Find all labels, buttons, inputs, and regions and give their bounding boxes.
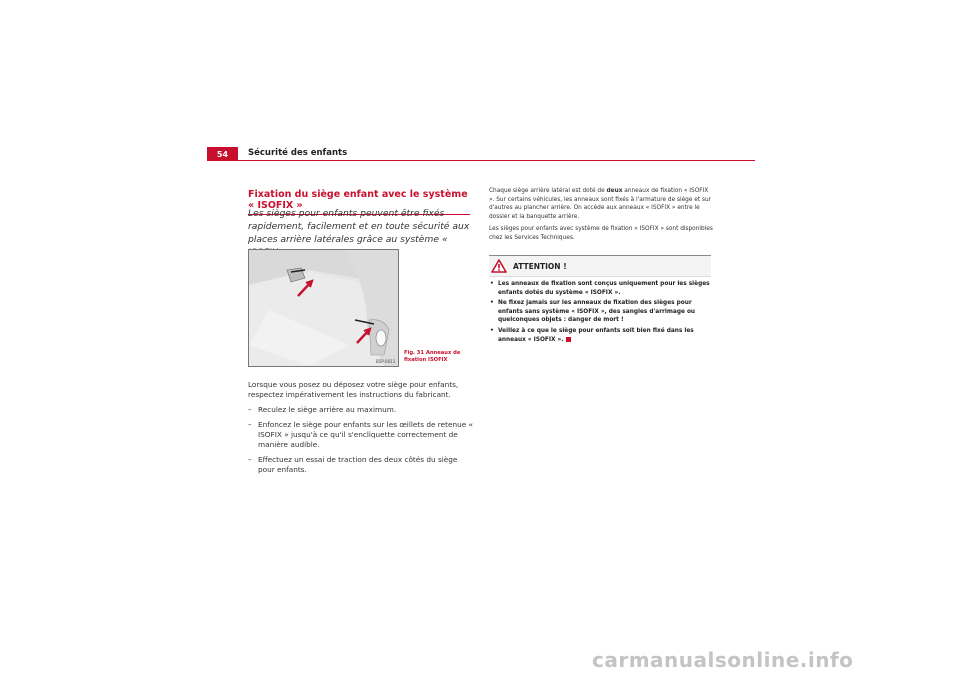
figure-code: B5P-0011 (376, 359, 396, 364)
section-title: Fixation du siège enfant avec le système « ISOFIX » (248, 189, 470, 215)
step-item (248, 420, 476, 450)
warning-label: ATTENTION ! (513, 261, 567, 271)
step-item (248, 455, 476, 475)
header-rule-left (207, 160, 238, 161)
isofix-illustration (249, 250, 398, 366)
emphasis-deux: deux (606, 188, 623, 194)
step-item (248, 405, 476, 415)
intro-text: Les sièges pour enfants peuvent être fixés rapidement, facilement et en toute sécurité aux places arrière latérales grâce au système « (248, 208, 470, 245)
body-paragraph: Lorsque vous posez ou déposez votre siège pour enfants, respectez impérativement les instructions du fabricant. (248, 380, 459, 399)
watermark: carmanualsonline.info (592, 648, 854, 672)
bullet: • (490, 300, 494, 307)
warning-item (490, 327, 710, 344)
step-text: Enfoncez le siège pour enfants sur les œillets de retenue « ISOFIX » jusqu'à ce qu'il s'encliquette correctement de manière audible. (258, 420, 473, 449)
warning-triangle-icon (491, 259, 507, 273)
step-dash: – (248, 405, 252, 414)
warning-box (489, 255, 711, 346)
right-column (489, 187, 714, 247)
warning-text: Ne fixez jamais sur les anneaux de fixation des sièges pour enfants sans système « ISOFIX », des sangles d'arrimage ou quelconques objets : danger de mort ! (498, 300, 696, 324)
warning-body (489, 277, 711, 344)
body-text (248, 380, 476, 480)
step-dash: – (248, 420, 252, 429)
right-paragraph-2: Les sièges pour enfants avec système de fixation « ISOFIX » sont disponibles chez les Services Techniques. (489, 226, 713, 241)
section-header: Sécurité des enfants (248, 148, 348, 158)
warning-text: Les anneaux de fixation sont conçus uniquement pour les sièges enfants dotés du système « ISOFIX ». (498, 281, 710, 296)
step-text: Reculez le siège arrière au maximum. (258, 405, 397, 414)
step-dash: – (248, 455, 252, 464)
warning-item (490, 280, 710, 297)
step-text: Effectuez un essai de traction des deux côtés du siège pour enfants. (258, 455, 458, 474)
end-square-icon (566, 337, 571, 342)
right-paragraph-1: Chaque siège arrière latéral est doté de deux anneaux de fixation « ISOFIX ». Sur certains véhicules, les anneaux sont fixés à l'armature de siège et sur d'autres au plancher arrière. On accède aux anneaux « ISOFIX » entre le dossier et la banquette arrière. (489, 188, 712, 220)
warning-header (489, 256, 711, 277)
warning-text-last: Veillez à ce que le siège pour enfants soit bien fixé dans les anneaux « ISOFIX ». (498, 327, 694, 343)
isofix-figure (248, 249, 399, 367)
header-rule (238, 160, 755, 161)
page-number: 54 (207, 147, 238, 161)
warning-item (490, 299, 710, 325)
bullet: • (490, 281, 494, 287)
figure-caption: Fig. 31 Anneaux de fixation ISOFIX (404, 350, 461, 363)
bullet: • (490, 327, 494, 334)
